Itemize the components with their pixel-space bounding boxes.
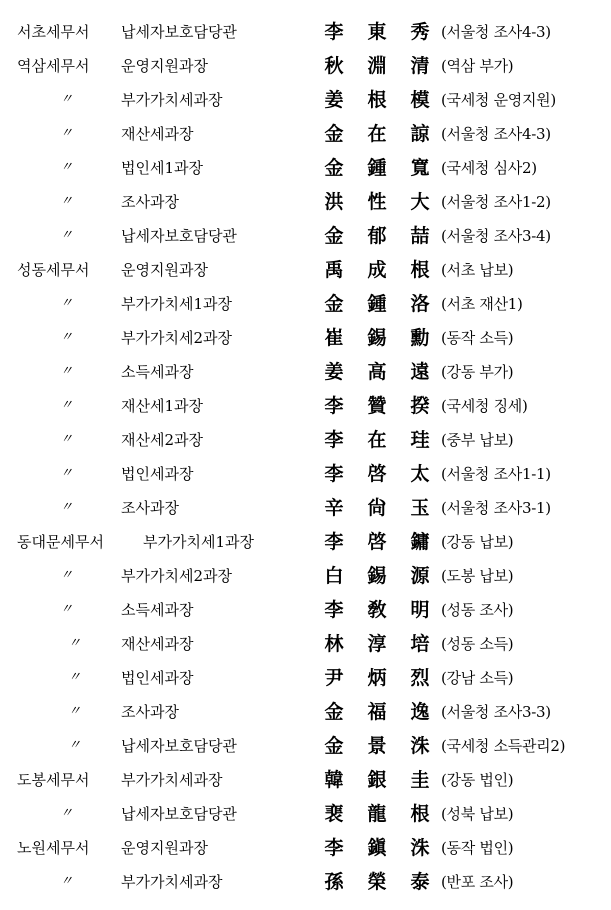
person-name <box>322 151 432 185</box>
list-item <box>0 457 611 491</box>
previous-post: (도봉 납보) <box>441 567 514 585</box>
name-character: 尙 <box>367 497 387 519</box>
name-character: 性 <box>367 191 387 213</box>
name-character: 景 <box>367 735 387 757</box>
name-character: 逸 <box>410 701 430 723</box>
previous-post: (서울청 조사4-3) <box>441 23 551 41</box>
office-name: 역삼세무서 <box>17 57 90 75</box>
list-item <box>0 355 611 389</box>
name-character: 金 <box>324 123 344 145</box>
ditto-mark: 〃 <box>60 330 74 345</box>
ditto-mark: 〃 <box>60 432 74 447</box>
previous-post: (중부 납보) <box>441 431 514 449</box>
name-character: 寬 <box>410 157 430 179</box>
department-title: 부가가치세1과장 <box>143 533 254 551</box>
name-character: 模 <box>410 89 430 111</box>
department-title: 납세자보호담당관 <box>121 805 237 823</box>
ditto-mark: 〃 <box>60 398 74 413</box>
department-title: 조사과장 <box>121 193 179 211</box>
list-item <box>0 559 611 593</box>
person-name <box>322 389 432 423</box>
name-character: 洙 <box>410 735 430 757</box>
name-character: 洛 <box>410 293 430 315</box>
name-character: 大 <box>410 191 430 213</box>
department-title: 납세자보호담당관 <box>121 737 237 755</box>
person-name <box>322 83 432 117</box>
list-item <box>0 287 611 321</box>
person-name <box>322 117 432 151</box>
name-character: 韓 <box>324 769 344 791</box>
name-character: 李 <box>324 531 344 553</box>
list-item <box>0 15 611 49</box>
name-character: 錫 <box>367 565 387 587</box>
name-character: 淳 <box>367 633 387 655</box>
person-name <box>322 593 432 627</box>
name-character: 尹 <box>324 667 344 689</box>
previous-post: (강동 부가) <box>441 363 514 381</box>
name-character: 勳 <box>410 327 430 349</box>
office-name: 서초세무서 <box>17 23 90 41</box>
list-item <box>0 117 611 151</box>
name-character: 李 <box>324 395 344 417</box>
list-item <box>0 627 611 661</box>
name-character: 林 <box>324 633 344 655</box>
department-title: 부가가치세1과장 <box>121 295 232 313</box>
name-character: 喆 <box>410 225 430 247</box>
list-item <box>0 321 611 355</box>
name-character: 姜 <box>324 89 344 111</box>
list-item <box>0 525 611 559</box>
department-title: 납세자보호담당관 <box>121 227 237 245</box>
list-item <box>0 729 611 763</box>
person-name <box>322 423 432 457</box>
department-title: 조사과장 <box>121 703 179 721</box>
name-character: 金 <box>324 701 344 723</box>
name-character: 辛 <box>324 497 344 519</box>
list-item <box>0 219 611 253</box>
person-name <box>322 49 432 83</box>
name-character: 在 <box>367 123 387 145</box>
person-name <box>322 865 432 899</box>
person-name <box>322 355 432 389</box>
list-item <box>0 423 611 457</box>
department-title: 납세자보호담당관 <box>121 23 237 41</box>
name-character: 郁 <box>367 225 387 247</box>
name-character: 孫 <box>324 871 344 893</box>
department-title: 소득세과장 <box>121 601 194 619</box>
name-character: 李 <box>324 599 344 621</box>
list-item <box>0 797 611 831</box>
ditto-mark: 〃 <box>68 704 82 719</box>
name-character: 贊 <box>367 395 387 417</box>
name-character: 敎 <box>367 599 387 621</box>
person-name <box>322 253 432 287</box>
name-character: 洪 <box>324 191 344 213</box>
department-title: 부가가치세과장 <box>121 771 223 789</box>
previous-post: (역삼 부가) <box>441 57 514 75</box>
person-name <box>322 185 432 219</box>
ditto-mark: 〃 <box>60 160 74 175</box>
name-character: 培 <box>410 633 430 655</box>
name-character: 李 <box>324 429 344 451</box>
name-character: 秋 <box>324 55 344 77</box>
department-title: 부가가치세2과장 <box>121 329 232 347</box>
name-character: 在 <box>367 429 387 451</box>
person-name <box>322 15 432 49</box>
department-title: 운영지원과장 <box>121 839 208 857</box>
person-name <box>322 695 432 729</box>
previous-post: (서울청 조사3-4) <box>441 227 551 245</box>
name-character: 鍾 <box>367 293 387 315</box>
ditto-mark: 〃 <box>60 568 74 583</box>
name-character: 珪 <box>410 429 430 451</box>
ditto-mark: 〃 <box>60 364 74 379</box>
office-name: 성동세무서 <box>17 261 90 279</box>
previous-post: (서초 납보) <box>441 261 514 279</box>
previous-post: (동작 소득) <box>441 329 514 347</box>
ditto-mark: 〃 <box>68 738 82 753</box>
name-character: 泰 <box>410 871 430 893</box>
name-character: 圭 <box>410 769 430 791</box>
ditto-mark: 〃 <box>68 670 82 685</box>
name-character: 明 <box>410 599 430 621</box>
department-title: 부가가치세과장 <box>121 873 223 891</box>
list-item <box>0 695 611 729</box>
ditto-mark: 〃 <box>60 466 74 481</box>
department-title: 법인세1과장 <box>121 159 203 177</box>
previous-post: (강동 납보) <box>441 533 514 551</box>
name-character: 根 <box>367 89 387 111</box>
name-character: 銀 <box>367 769 387 791</box>
person-name <box>322 559 432 593</box>
name-character: 清 <box>410 55 430 77</box>
name-character: 源 <box>410 565 430 587</box>
person-name <box>322 287 432 321</box>
name-character: 姜 <box>324 361 344 383</box>
department-title: 재산세과장 <box>121 635 194 653</box>
previous-post: (성북 납보) <box>441 805 514 823</box>
list-item <box>0 831 611 865</box>
department-title: 조사과장 <box>121 499 179 517</box>
name-character: 淵 <box>367 55 387 77</box>
previous-post: (서울청 조사3-1) <box>441 499 551 517</box>
ditto-mark: 〃 <box>60 92 74 107</box>
list-item <box>0 389 611 423</box>
list-item <box>0 253 611 287</box>
previous-post: (국세청 심사2) <box>441 159 537 177</box>
list-item <box>0 593 611 627</box>
name-character: 錫 <box>367 327 387 349</box>
ditto-mark: 〃 <box>60 602 74 617</box>
person-name <box>322 321 432 355</box>
department-title: 부가가치세과장 <box>121 91 223 109</box>
ditto-mark: 〃 <box>60 874 74 889</box>
list-item <box>0 49 611 83</box>
ditto-mark: 〃 <box>60 500 74 515</box>
name-character: 禹 <box>324 259 344 281</box>
person-name <box>322 491 432 525</box>
ditto-mark: 〃 <box>60 126 74 141</box>
name-character: 諒 <box>410 123 430 145</box>
office-name: 노원세무서 <box>17 839 90 857</box>
name-character: 秀 <box>410 21 430 43</box>
list-item <box>0 661 611 695</box>
name-character: 高 <box>367 361 387 383</box>
name-character: 裵 <box>324 803 344 825</box>
name-character: 玉 <box>410 497 430 519</box>
ditto-mark: 〃 <box>60 296 74 311</box>
previous-post: (반포 조사) <box>441 873 514 891</box>
name-character: 太 <box>410 463 430 485</box>
name-character: 炳 <box>367 667 387 689</box>
person-name <box>322 627 432 661</box>
name-character: 崔 <box>324 327 344 349</box>
name-character: 洙 <box>410 837 430 859</box>
person-name <box>322 797 432 831</box>
name-character: 李 <box>324 837 344 859</box>
previous-post: (국세청 운영지원) <box>441 91 556 109</box>
previous-post: (서초 재산1) <box>441 295 523 313</box>
ditto-mark: 〃 <box>60 194 74 209</box>
department-title: 재산세2과장 <box>121 431 203 449</box>
person-name <box>322 831 432 865</box>
ditto-mark: 〃 <box>68 636 82 651</box>
list-item <box>0 763 611 797</box>
name-character: 烈 <box>410 667 430 689</box>
name-character: 鏞 <box>410 531 430 553</box>
name-character: 白 <box>324 565 344 587</box>
department-title: 부가가치세2과장 <box>121 567 232 585</box>
person-name <box>322 729 432 763</box>
name-character: 揆 <box>410 395 430 417</box>
department-title: 운영지원과장 <box>121 57 208 75</box>
person-name <box>322 763 432 797</box>
previous-post: (국세청 징세) <box>441 397 528 415</box>
person-name <box>322 457 432 491</box>
previous-post: (국세청 소득관리2) <box>441 737 566 755</box>
office-name: 도봉세무서 <box>17 771 90 789</box>
name-character: 金 <box>324 157 344 179</box>
department-title: 법인세과장 <box>121 669 194 687</box>
previous-post: (서울청 조사1-1) <box>441 465 551 483</box>
previous-post: (성동 조사) <box>441 601 514 619</box>
name-character: 福 <box>367 701 387 723</box>
name-character: 啓 <box>367 531 387 553</box>
personnel-list <box>0 15 611 899</box>
name-character: 李 <box>324 463 344 485</box>
previous-post: (서울청 조사1-2) <box>441 193 551 211</box>
name-character: 榮 <box>367 871 387 893</box>
name-character: 金 <box>324 735 344 757</box>
name-character: 遠 <box>410 361 430 383</box>
person-name <box>322 661 432 695</box>
department-title: 재산세1과장 <box>121 397 203 415</box>
department-title: 재산세과장 <box>121 125 194 143</box>
list-item <box>0 491 611 525</box>
name-character: 李 <box>324 21 344 43</box>
list-item <box>0 185 611 219</box>
name-character: 啓 <box>367 463 387 485</box>
person-name <box>322 525 432 559</box>
name-character: 根 <box>410 259 430 281</box>
previous-post: (동작 법인) <box>441 839 514 857</box>
name-character: 成 <box>367 259 387 281</box>
list-item <box>0 865 611 899</box>
previous-post: (강남 소득) <box>441 669 514 687</box>
ditto-mark: 〃 <box>60 228 74 243</box>
department-title: 법인세과장 <box>121 465 194 483</box>
name-character: 龍 <box>367 803 387 825</box>
previous-post: (강동 법인) <box>441 771 514 789</box>
name-character: 金 <box>324 293 344 315</box>
name-character: 金 <box>324 225 344 247</box>
name-character: 鎭 <box>367 837 387 859</box>
list-item <box>0 151 611 185</box>
office-name: 동대문세무서 <box>17 533 104 551</box>
previous-post: (서울청 조사4-3) <box>441 125 551 143</box>
list-item <box>0 83 611 117</box>
person-name <box>322 219 432 253</box>
name-character: 鍾 <box>367 157 387 179</box>
previous-post: (성동 소득) <box>441 635 514 653</box>
previous-post: (서울청 조사3-3) <box>441 703 551 721</box>
name-character: 根 <box>410 803 430 825</box>
department-title: 운영지원과장 <box>121 261 208 279</box>
name-character: 東 <box>367 21 387 43</box>
department-title: 소득세과장 <box>121 363 194 381</box>
ditto-mark: 〃 <box>60 806 74 821</box>
